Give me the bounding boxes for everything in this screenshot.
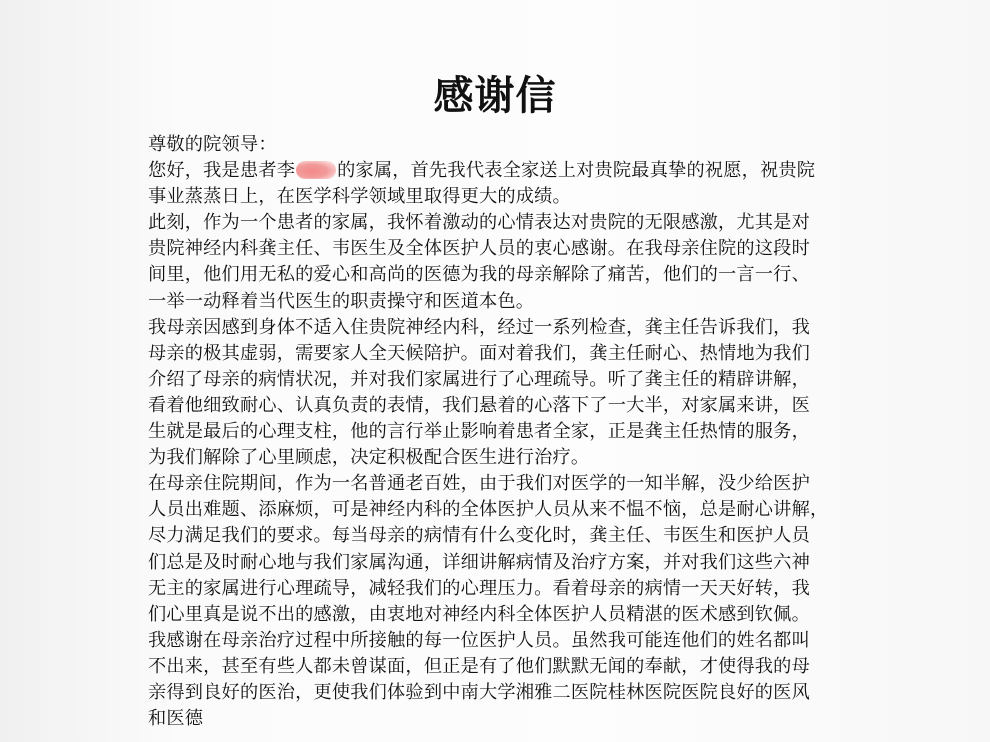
text-line: 看着他细致耐心、认真负责的表情，我们悬着的心落下了一大半，对家属来讲，医	[148, 394, 810, 416]
text-line: 我母亲因感到身体不适入住贵院神经内科，经过一系列检查，龚主任告诉我们，我	[148, 316, 810, 338]
letter-body	[148, 132, 878, 732]
salutation: 尊敬的院领导：	[148, 134, 277, 155]
text-line: 尽力满足我们的要求。每当母亲的病情有什么变化时，龚主任、韦医生和医护人员	[148, 525, 810, 547]
text-line: 亲得到良好的医治，更使我们体验到中南大学湘雅二医院桂林医院医院良好的医风	[148, 681, 810, 703]
letter-title: 感谢信	[433, 73, 557, 119]
text-line: 在母亲住院期间，作为一名普通老百姓，由于我们对医学的一知半解，没少给医护	[148, 473, 810, 495]
text-line: 贵院神经内科龚主任、韦医生及全体医护人员的衷心感谢。在我母亲住院的这段时	[148, 238, 810, 260]
text-line: 我感谢在母亲治疗过程中所接触的每一位医护人员。虽然我可能连他们的姓名都叫	[148, 629, 810, 651]
text-line: 为我们解除了心里顾虑，决定积极配合医生进行治疗。	[148, 447, 590, 469]
text-line: 间里，他们用无私的爱心和高尚的医德为我的母亲解除了痛苦，他们的一言一行、	[148, 264, 810, 286]
text-segment: 您好，我是患者李	[148, 160, 296, 182]
text-line: 母亲的极其虚弱，需要家人全天候陪护。面对着我们，龚主任耐心、热情地为我们	[148, 342, 810, 364]
text-line: 此刻，作为一个患者的家属，我怀着激动的心情表达对贵院的无限感激，尤其是对	[148, 212, 810, 234]
text-line: 事业蒸蒸日上，在医学科学领域里取得更大的成绩。	[148, 186, 571, 208]
text-line	[148, 158, 878, 184]
text-line: 介绍了母亲的病情状况，并对我们家属进行了心理疏导。听了龚主任的精辟讲解，	[148, 368, 810, 390]
text-segment: 的家属，首先我代表全家送上对贵院最真挚的祝愿，祝贵院	[337, 160, 816, 182]
text-line: 们心里真是说不出的感激，由衷地对神经内科全体医护人员精湛的医术感到钦佩。	[148, 603, 810, 625]
text-line: 生就是最后的心理支柱，他的言行举止影响着患者全家，正是龚主任热情的服务，	[148, 421, 810, 443]
text-line: 和医德	[148, 708, 204, 730]
text-line: 不出来，甚至有些人都未曾谋面，但正是有了他们默默无闻的奉献，才使得我的母	[148, 655, 810, 677]
text-line: 人员出难题、添麻烦，可是神经内科的全体医护人员从来不愠不恼，总是耐心讲解，	[148, 499, 829, 521]
text-line: 们总是及时耐心地与我们家属沟通，详细讲解病情及治疗方案，并对我们这些六神	[148, 551, 810, 573]
redaction-mark	[296, 161, 336, 179]
text-line: 一举一动释着当代医生的职责操守和医道本色。	[148, 290, 535, 312]
text-line: 无主的家属进行心理疏导，减轻我们的心理压力。看着母亲的病情一天天好转，我	[148, 577, 810, 599]
